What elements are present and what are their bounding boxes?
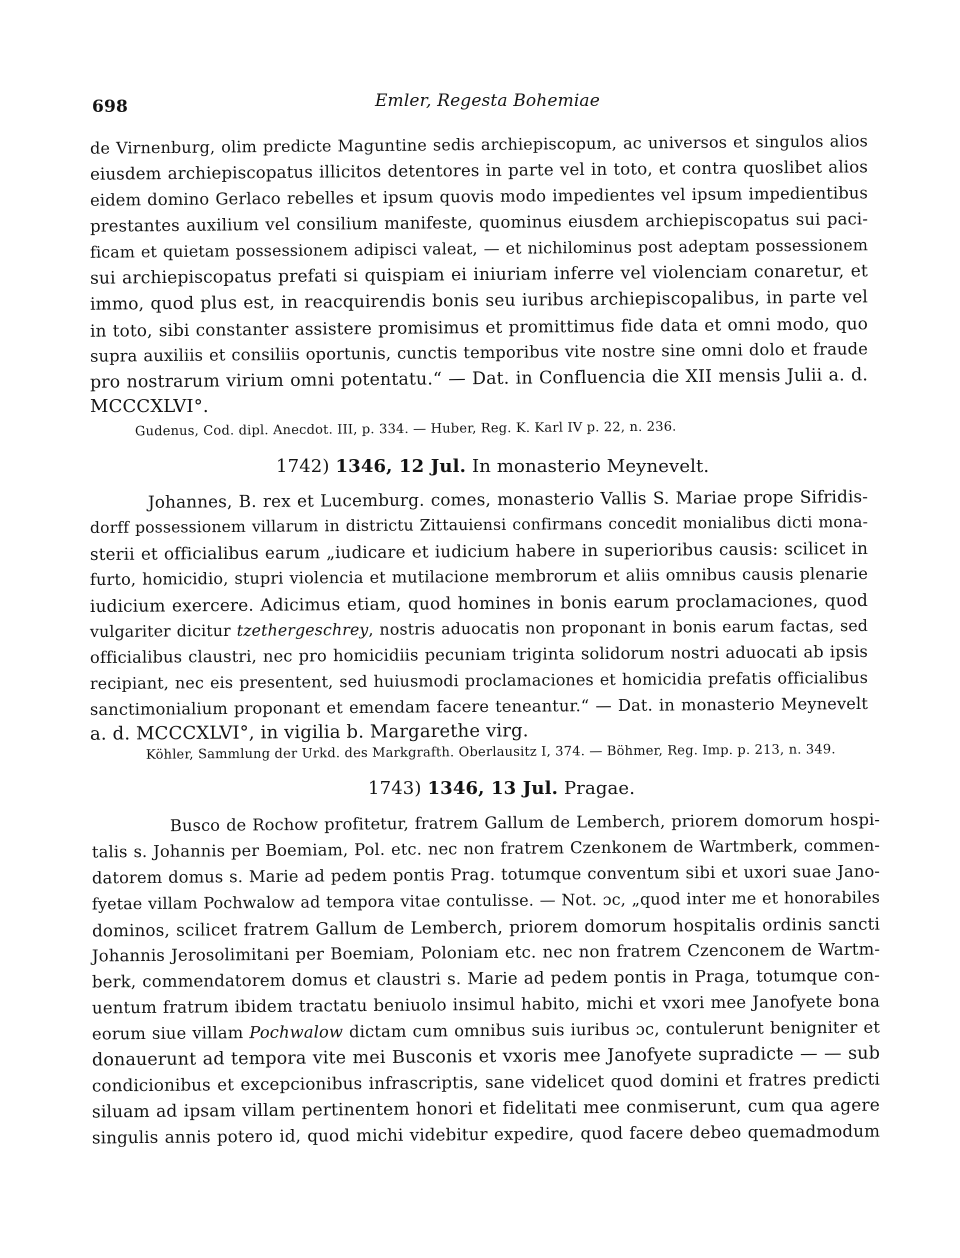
text-line: berk, commendatorem domus et claustri s. Marie ad pedem pontis in Praga, totumque con- [91, 965, 881, 992]
text-line: donauerunt ad tempora vite mei Busconis et vxoris mee Janofyete supradicte — — sub [91, 1043, 881, 1071]
text-line: Johannes, B. rex et Lucemburg. comes, monasterio Vallis S. Mariae prope Sifridis- [147, 486, 869, 512]
text-line: de Virnenburg, olim predicte Maguntine sedis archiepiscopum, ac universos et singulos alios [89, 131, 869, 158]
entry-date: 1346, 12 Jul. [335, 456, 467, 477]
text-line: ficam et quietam possessionem adipisci valeat, — et nichilominus post adeptam possessionem [89, 235, 869, 262]
text-line: recipiant, nec eis presentent, sed huiusmodi proclamaciones et homicidia prefatis officialibus [89, 667, 869, 694]
text-segment: , nostris aduocatis non proponant in bonis earum factas, sed [368, 615, 869, 639]
text-line: sui archiepiscopatus prefati si quispiam ei iniuriam inferre vel violenciam conaretur, et [89, 261, 869, 289]
entry-heading [368, 778, 635, 800]
text-line: talis s. Johannis per Boemiam, Pol. etc. nec non fratrem Czenkonem de Wartmberk, commen- [91, 835, 881, 862]
entry-place: In monasterio Meynevelt. [471, 456, 710, 477]
source-citation: Köhler, Sammlung der Urkd. des Markgrafth. Oberlausitz I, 374. — Böhmer, Reg. Imp. p. 213, n. 349. [145, 742, 836, 763]
place-name-term: Pochwalow [249, 1022, 344, 1043]
text-line: immo, quod plus est, in reacquirendis bonis seu iuribus archiepiscopalibus, in parte vel [89, 287, 869, 315]
running-title: Emler, Regesta Bohemiae [375, 91, 600, 111]
text-line: dorff possessionem villarum in districtu Zittauiensi confirmans concedit monialibus dicti mona- [89, 512, 869, 538]
text-line: sanctimonialium proponant et emendam facere teneantur.“ — Dat. in monasterio Meynevelt [89, 693, 869, 720]
entry-place: Pragae. [563, 778, 636, 799]
source-citation: Gudenus, Cod. dipl. Anecdot. III, p. 334. — Huber, Reg. K. Karl IV p. 22, n. 236. [134, 419, 677, 440]
text-line: Busco de Rochow profitetur, fratrem Gallum de Lemberch, priorem domorum hospi- [169, 809, 881, 836]
text-segment: vulgariter dicitur [89, 620, 237, 642]
text-line: condicionibus et excepcionibus infrascriptis, sane videlicet quod domini et fratres predicti [91, 1069, 881, 1096]
text-line: uentum fratrum ibidem tractatu beniuolo insimul habito, michi et vxori mee Janofyete bona [91, 991, 881, 1018]
text-line: eidem domino Gerlaco rebelles et ipsum quovis modo impedientes vel ipsum impedientibus [89, 183, 869, 210]
text-line: iudicium exercere. Adicimus etiam, quod homines in bonis earum proclamaciones, quod [89, 589, 869, 617]
text-line: singulis annis potero id, quod michi videbitur expedire, quod facere debeo quemadmodum [91, 1121, 881, 1148]
text-line [92, 1017, 880, 1046]
text-line: prestantes auxilium vel consilium manifeste, quominus eiusdem archiepiscopatus sui paci- [89, 209, 869, 236]
text-line: siluam ad ipsam villam pertinentem honori et fidelitati mee conmiserunt, cum qua agere [91, 1095, 881, 1123]
text-line: in toto, sibi constanter assistere promisimus et promittimus fide data et omni modo, quo [89, 313, 869, 341]
entry-number: 1742) [276, 456, 330, 477]
text-line: dominos, scilicet fratrem Gallum de Lemberch, priorem domorum hospitalis ordinis sancti [91, 913, 881, 941]
text-line: MCCCXLVI°. [90, 396, 209, 417]
entry-number: 1743) [368, 778, 422, 799]
text-line: sterii et officialibus earum „iudicare et iudicium habere in superioribus causis: scilicet in [89, 537, 869, 565]
text-line: Johannis Jerosolimitani per Boemiam, Poloniam etc. nec non fratrem Czenconem de Wartm- [91, 939, 881, 966]
text-line: pro nostrarum virium omni potentatu.“ — Dat. in Confluencia die XII mensis Julii a. d. [89, 365, 869, 393]
text-line: datorem domus s. Marie ad pedem pontis Prag. totumque conventum sibi et uxori suae Jano- [91, 861, 881, 888]
text-line: supra auxiliis et consiliis oportunis, cunctis temporibus vite nostre sine omni dolo et fraude [89, 339, 869, 366]
text-line: a. d. MCCCXLVI°, in vigilia b. Margarethe virg. [89, 720, 529, 745]
text-line [90, 615, 868, 643]
text-line: officialibus claustri, nec pro homicidiis pecuniam triginta solidorum nostri aduocati ab ipsis [89, 641, 869, 668]
text-segment: eorum siue villam [91, 1023, 250, 1044]
vernacular-term: tzethergeschrey [236, 619, 369, 640]
entry-heading [276, 456, 709, 478]
entry-date: 1346, 13 Jul. [427, 778, 559, 799]
page-number: 698 [92, 97, 128, 117]
text-line: furto, homicidio, stupri violencia et mutilacione membrorum et aliis omnibus causis plenarie [89, 563, 869, 590]
text-line: fyetae villam Pochwalow ad tempora vitae contulisse. — Not. ɔc, „quod inter me et honorabiles [91, 887, 881, 914]
text-segment: dictam cum omnibus suis iuribus ɔc, contulerunt benigniter et [342, 1017, 881, 1042]
text-line: eiusdem archiepiscopatus illicitos detentores in parte vel in toto, et contra quoslibet alios [89, 157, 869, 184]
